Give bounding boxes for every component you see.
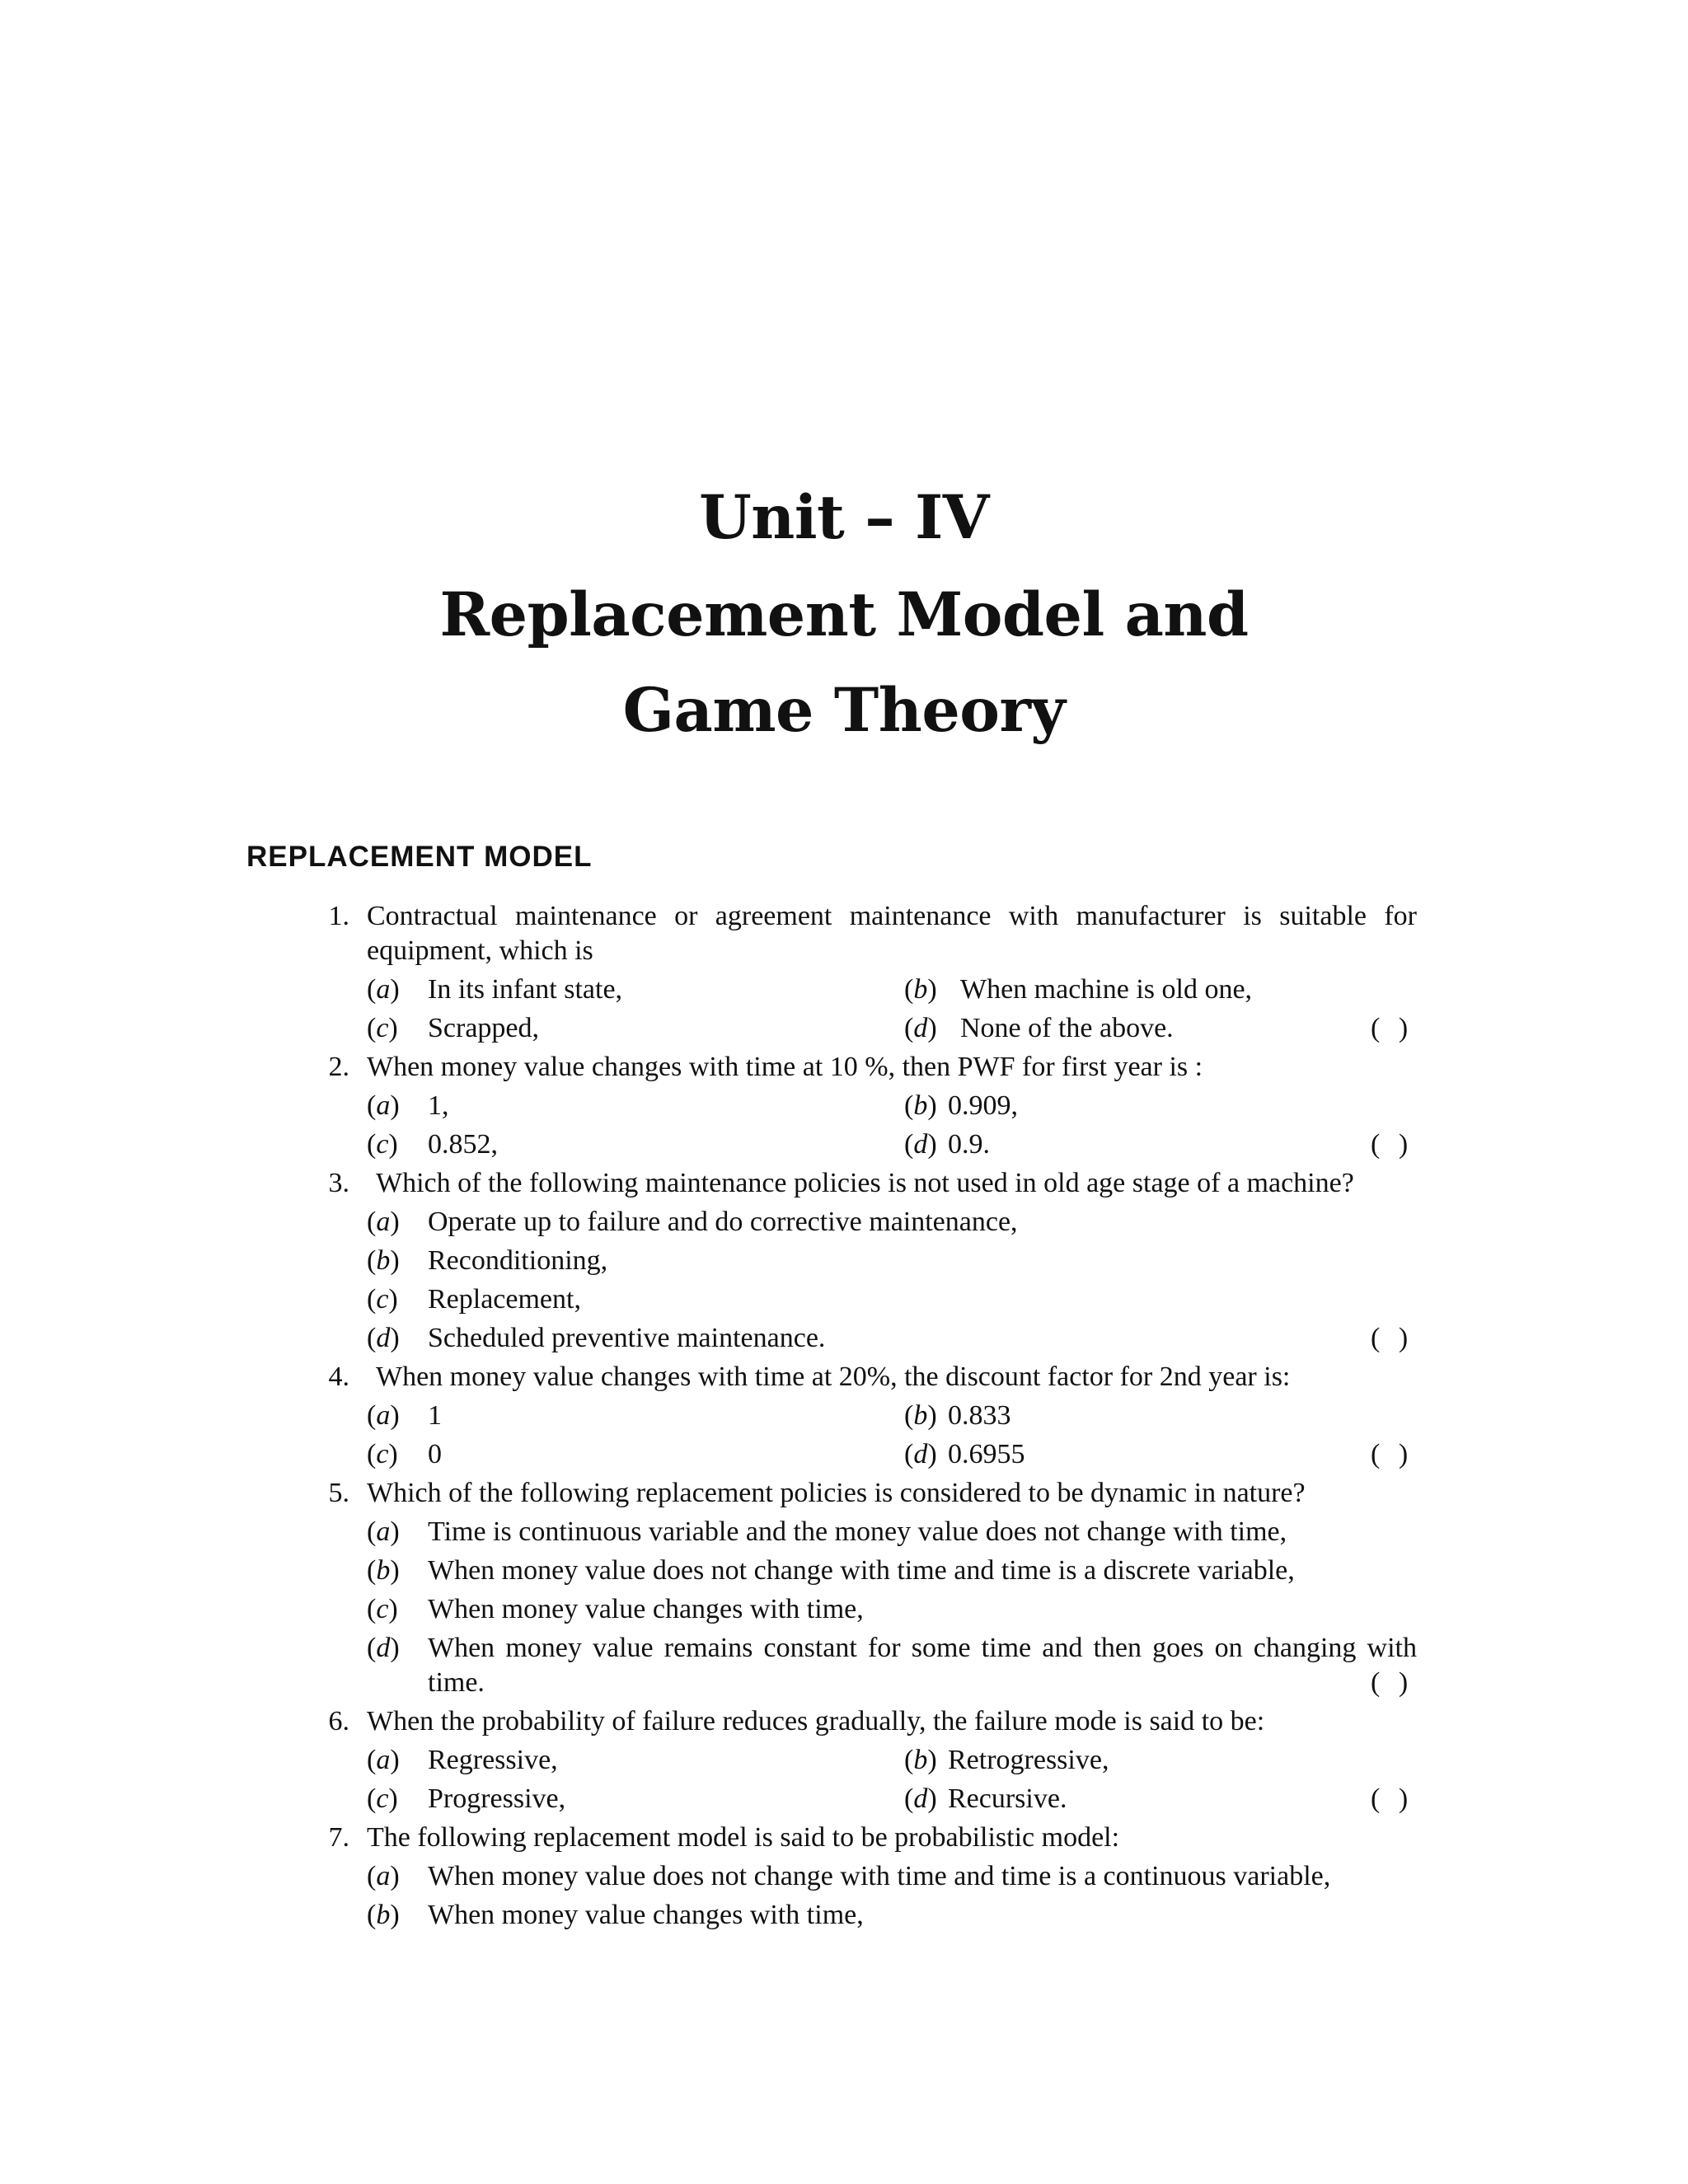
option-row bbox=[0, 1779, 1688, 1818]
question-2 bbox=[0, 1047, 1688, 1086]
option-text-b: When money value does not change with time and time is a discrete variable, bbox=[428, 1555, 1295, 1586]
answer-blank: ( ) bbox=[1371, 1129, 1409, 1160]
option-label-c: (c) bbox=[367, 1013, 398, 1043]
option-text-d: Scheduled preventive maintenance. bbox=[428, 1323, 826, 1353]
question-number: 5. bbox=[328, 1478, 349, 1508]
option-text-d: 0.9. bbox=[948, 1129, 990, 1160]
option-row bbox=[0, 1125, 1688, 1164]
question-6 bbox=[0, 1702, 1688, 1741]
option-row bbox=[0, 1590, 1688, 1629]
option-text-d: Recursive. bbox=[948, 1783, 1067, 1814]
question-text: When the probability of failure reduces gradually, the failure mode is said to be: bbox=[367, 1706, 1265, 1736]
option-text-d-continued: time. bbox=[428, 1667, 485, 1698]
option-text-b: When money value changes with time, bbox=[428, 1900, 864, 1930]
question-text: The following replacement model is said to be probabilistic model: bbox=[367, 1822, 1120, 1853]
option-label-b: (b) bbox=[367, 1245, 400, 1276]
option-text-b: When machine is old one, bbox=[960, 974, 1253, 1005]
option-text-a: 1 bbox=[428, 1400, 442, 1431]
option-row bbox=[0, 1512, 1688, 1551]
option-row bbox=[0, 1857, 1688, 1896]
option-label-a: (a) bbox=[367, 974, 400, 1005]
question-text: Contractual maintenance or agreement maintenance with manufacturer is suitable for bbox=[367, 901, 1417, 931]
chapter-title-line-1: Replacement Model and bbox=[439, 579, 1249, 650]
answer-blank: ( ) bbox=[1371, 1667, 1409, 1698]
option-label-d: (d) bbox=[904, 1439, 937, 1469]
question-text: When money value changes with time at 10 %, then PWF for first year is : bbox=[367, 1052, 1203, 1082]
question-5 bbox=[0, 1474, 1688, 1512]
option-text-c: 0.852, bbox=[428, 1129, 498, 1160]
option-row bbox=[0, 1319, 1688, 1357]
question-number: 4. bbox=[328, 1361, 349, 1392]
option-label-a: (a) bbox=[367, 1090, 400, 1121]
option-label-b: (b) bbox=[904, 1400, 937, 1431]
option-text-a: Time is continuous variable and the money value does not change with time, bbox=[428, 1516, 1287, 1547]
question-1 bbox=[0, 897, 1688, 931]
option-label-c: (c) bbox=[367, 1783, 398, 1814]
option-text-d: None of the above. bbox=[960, 1013, 1174, 1043]
answer-blank: ( ) bbox=[1371, 1439, 1409, 1469]
option-text-c: 0 bbox=[428, 1439, 442, 1469]
option-row bbox=[0, 1202, 1688, 1241]
unit-title: Unit – IV bbox=[699, 482, 989, 553]
option-label-d: (d) bbox=[904, 1129, 937, 1160]
option-label-d: (d) bbox=[367, 1323, 400, 1353]
option-label-b: (b) bbox=[904, 1090, 937, 1121]
option-row bbox=[0, 1629, 1688, 1663]
question-1-continued bbox=[0, 931, 1688, 970]
option-label-d: (d) bbox=[367, 1633, 400, 1663]
option-label-b: (b) bbox=[904, 974, 937, 1005]
question-number: 3. bbox=[328, 1168, 349, 1198]
question-text: Which of the following maintenance policies is not used in old age stage of a machine? bbox=[376, 1168, 1354, 1198]
option-text-d: 0.6955 bbox=[948, 1439, 1025, 1469]
option-label-b: (b) bbox=[904, 1745, 937, 1775]
option-label-a: (a) bbox=[367, 1516, 400, 1547]
option-text-c: Replacement, bbox=[428, 1284, 581, 1315]
option-label-b: (b) bbox=[367, 1900, 400, 1930]
option-text-b: Reconditioning, bbox=[428, 1245, 608, 1276]
option-row bbox=[0, 1435, 1688, 1474]
answer-blank: ( ) bbox=[1371, 1323, 1409, 1353]
option-row bbox=[0, 1241, 1688, 1280]
option-row bbox=[0, 1551, 1688, 1590]
option-row bbox=[0, 1280, 1688, 1319]
question-text: Which of the following replacement policies is considered to be dynamic in nature? bbox=[367, 1478, 1306, 1508]
option-label-a: (a) bbox=[367, 1861, 400, 1891]
option-row bbox=[0, 1896, 1688, 1934]
option-text-c: Scrapped, bbox=[428, 1013, 540, 1043]
option-row bbox=[0, 1741, 1688, 1779]
option-row bbox=[0, 970, 1688, 1009]
answer-blank: ( ) bbox=[1371, 1013, 1409, 1043]
option-text-c: Progressive, bbox=[428, 1783, 566, 1814]
option-text-b: 0.909, bbox=[948, 1090, 1018, 1121]
option-label-a: (a) bbox=[367, 1207, 400, 1237]
option-row bbox=[0, 1009, 1688, 1047]
option-text-a: Regressive, bbox=[428, 1745, 558, 1775]
option-label-a: (a) bbox=[367, 1745, 400, 1775]
question-text-continued: equipment, which is bbox=[367, 935, 593, 966]
option-label-b: (b) bbox=[367, 1555, 400, 1586]
option-text-d: When money value remains constant for some time and then goes on changing with bbox=[428, 1633, 1417, 1663]
option-text-a: In its infant state, bbox=[428, 974, 623, 1005]
option-label-c: (c) bbox=[367, 1129, 398, 1160]
option-text-a: When money value does not change with time and time is a continuous variable, bbox=[428, 1861, 1331, 1891]
section-heading: REPLACEMENT MODEL bbox=[246, 841, 593, 873]
question-3 bbox=[0, 1164, 1688, 1202]
chapter-title-line-2: Game Theory bbox=[622, 675, 1066, 746]
option-row bbox=[0, 1396, 1688, 1435]
option-label-c: (c) bbox=[367, 1439, 398, 1469]
answer-blank: ( ) bbox=[1371, 1783, 1409, 1814]
question-number: 2. bbox=[328, 1052, 349, 1082]
option-label-c: (c) bbox=[367, 1594, 398, 1624]
option-text-a: 1, bbox=[428, 1090, 449, 1121]
option-text-a: Operate up to failure and do corrective maintenance, bbox=[428, 1207, 1018, 1237]
option-label-a: (a) bbox=[367, 1400, 400, 1431]
question-7 bbox=[0, 1818, 1688, 1857]
option-label-c: (c) bbox=[367, 1284, 398, 1315]
question-number: 6. bbox=[328, 1706, 349, 1736]
question-4 bbox=[0, 1357, 1688, 1396]
question-number: 7. bbox=[328, 1822, 349, 1853]
question-list bbox=[0, 897, 1688, 1934]
option-row-continued bbox=[0, 1663, 1688, 1702]
option-label-d: (d) bbox=[904, 1783, 937, 1814]
option-text-c: When money value changes with time, bbox=[428, 1594, 864, 1624]
option-text-b: 0.833 bbox=[948, 1400, 1011, 1431]
option-label-d: (d) bbox=[904, 1013, 937, 1043]
option-text-b: Retrogressive, bbox=[948, 1745, 1109, 1775]
question-text: When money value changes with time at 20%, the discount factor for 2nd year is: bbox=[376, 1361, 1291, 1392]
question-number: 1. bbox=[328, 901, 349, 931]
option-row bbox=[0, 1086, 1688, 1125]
